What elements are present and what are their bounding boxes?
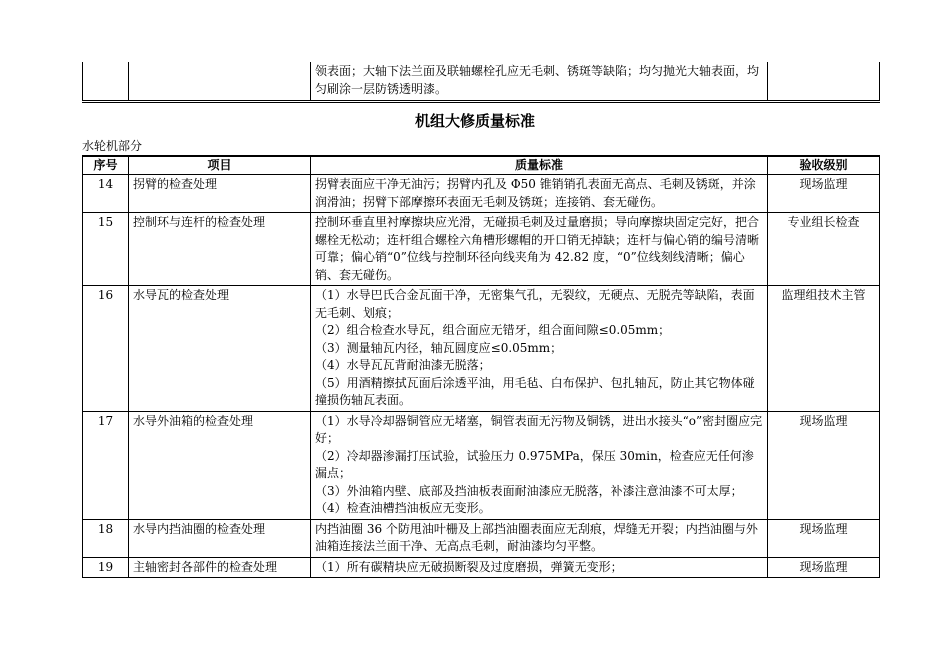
header-item: 项目 [129, 156, 311, 175]
table-row [83, 286, 880, 412]
cell-level: 现场监理 [768, 557, 880, 578]
table-row [83, 411, 880, 519]
cell-standard [311, 519, 768, 557]
cell-no: 15 [83, 213, 129, 286]
cell-standard: 领表面；大轴下法兰面及联轴螺栓孔应无毛刺、锈斑等缺陷；均匀抛光大轴表面，均匀刷涂一层防锈透明漆。 [311, 62, 768, 102]
table-row [83, 175, 880, 213]
standard-line: （4）水导瓦瓦背耐油漆无脱落； [315, 358, 491, 372]
standard-line: （2）组合检查水导瓦，组合面应无错牙，组合面间隙≤0.05mm； [315, 323, 671, 337]
cell-no: 14 [83, 175, 129, 213]
cell-no: 17 [83, 411, 129, 519]
standard-line: 内挡油圈 36 个防甩油叶栅及上部挡油圈表面应无刮痕，焊缝无开裂；内挡油圈与外油箱连接法兰面干净、无高点毛刺，耐油漆均匀平整。 [315, 521, 758, 553]
standard-line: （5）用酒精擦拭瓦面后涂透平油，用毛毡、白布保护、包扎轴瓦，防止其它物体碰撞损伤轴瓦表面。 [315, 375, 755, 407]
section-label: 水轮机部分 [82, 139, 143, 153]
cell-item: 水导瓦的检查处理 [129, 286, 311, 412]
table-row [83, 557, 880, 578]
cell-standard [311, 411, 768, 519]
header-no: 序号 [83, 156, 129, 175]
cell-item: 水导内挡油圈的检查处理 [129, 519, 311, 557]
standard-line: （3）测量轴瓦内径，轴瓦圆度应≤0.05mm； [315, 340, 563, 355]
standard-line: （1）水导冷却器铜管应无堵塞，铜管表面无污物及铜锈，进出水接头“o”密封圈应完好； [315, 413, 763, 445]
cell-level: 现场监理 [768, 175, 880, 213]
standard-line: 控制环垂直里衬摩擦块应光滑，无碰损毛刺及过量磨损；导向摩擦块固定完好，把合螺栓无松动；连杆组合螺栓六角槽形螺帽的开口销无掉缺；连杆与偏心销的编号清晰可靠；偏心销“0”位线与控制环径向线夹角为 42.82 度，“0”位线刻线清晰；偏心销、套无碰伤。 [315, 215, 760, 282]
table-row [83, 519, 880, 557]
cell-standard [311, 557, 768, 578]
cell-no: 16 [83, 286, 129, 412]
page-title: 机组大修质量标准 [414, 112, 535, 130]
table-row [83, 62, 880, 102]
cell-level: 监理组技术主管 [768, 286, 880, 412]
cell-level: 现场监理 [768, 519, 880, 557]
table-row [83, 213, 880, 286]
continued-table [82, 62, 880, 103]
cell-item: 控制环与连杆的检查处理 [129, 213, 311, 286]
standard-line: （1）水导巴氏合金瓦面干净，无密集气孔，无裂纹，无硬点、无脱壳等缺陷，表面无毛刺、划痕； [315, 288, 755, 320]
cell-level [768, 62, 880, 102]
standard-line: （1）所有碳精块应无破损断裂及过度磨损，弹簧无变形； [315, 559, 623, 574]
cell-item: 主轴密封各部件的检查处理 [129, 557, 311, 578]
header-standard: 质量标准 [311, 156, 768, 175]
cell-standard [311, 286, 768, 412]
header-row [83, 156, 880, 175]
cell-standard [311, 213, 768, 286]
cell-item: 水导外油箱的检查处理 [129, 411, 311, 519]
header-level: 验收级别 [768, 156, 880, 175]
standard-line: （4）检查油槽挡油板应无变形。 [315, 501, 491, 515]
cell-item: 拐臂的检查处理 [129, 175, 311, 213]
cell-no: 19 [83, 557, 129, 578]
standard-line: （2）冷却器渗漏打压试验，试验压力 0.975MPa，保压 30min，检查应无任何渗漏点； [315, 448, 754, 480]
cell-standard [311, 175, 768, 213]
standard-line: （3）外油箱内壁、底部及挡油板表面耐油漆应无脱落，补漆注意油漆不可太厚； [315, 483, 743, 498]
cell-item [129, 62, 311, 102]
quality-standard-table [82, 155, 880, 578]
standard-line: 拐臂表面应干净无油污；拐臂内孔及 Φ50 锥销销孔表面无高点、毛刺及锈斑，并涂润滑油；拐臂下部摩擦环表面无毛刺及锈斑；连接销、套无碰伤。 [315, 177, 756, 209]
cell-no [83, 62, 129, 102]
cell-level: 现场监理 [768, 411, 880, 519]
cell-no: 18 [83, 519, 129, 557]
cell-level: 专业组长检查 [768, 213, 880, 286]
